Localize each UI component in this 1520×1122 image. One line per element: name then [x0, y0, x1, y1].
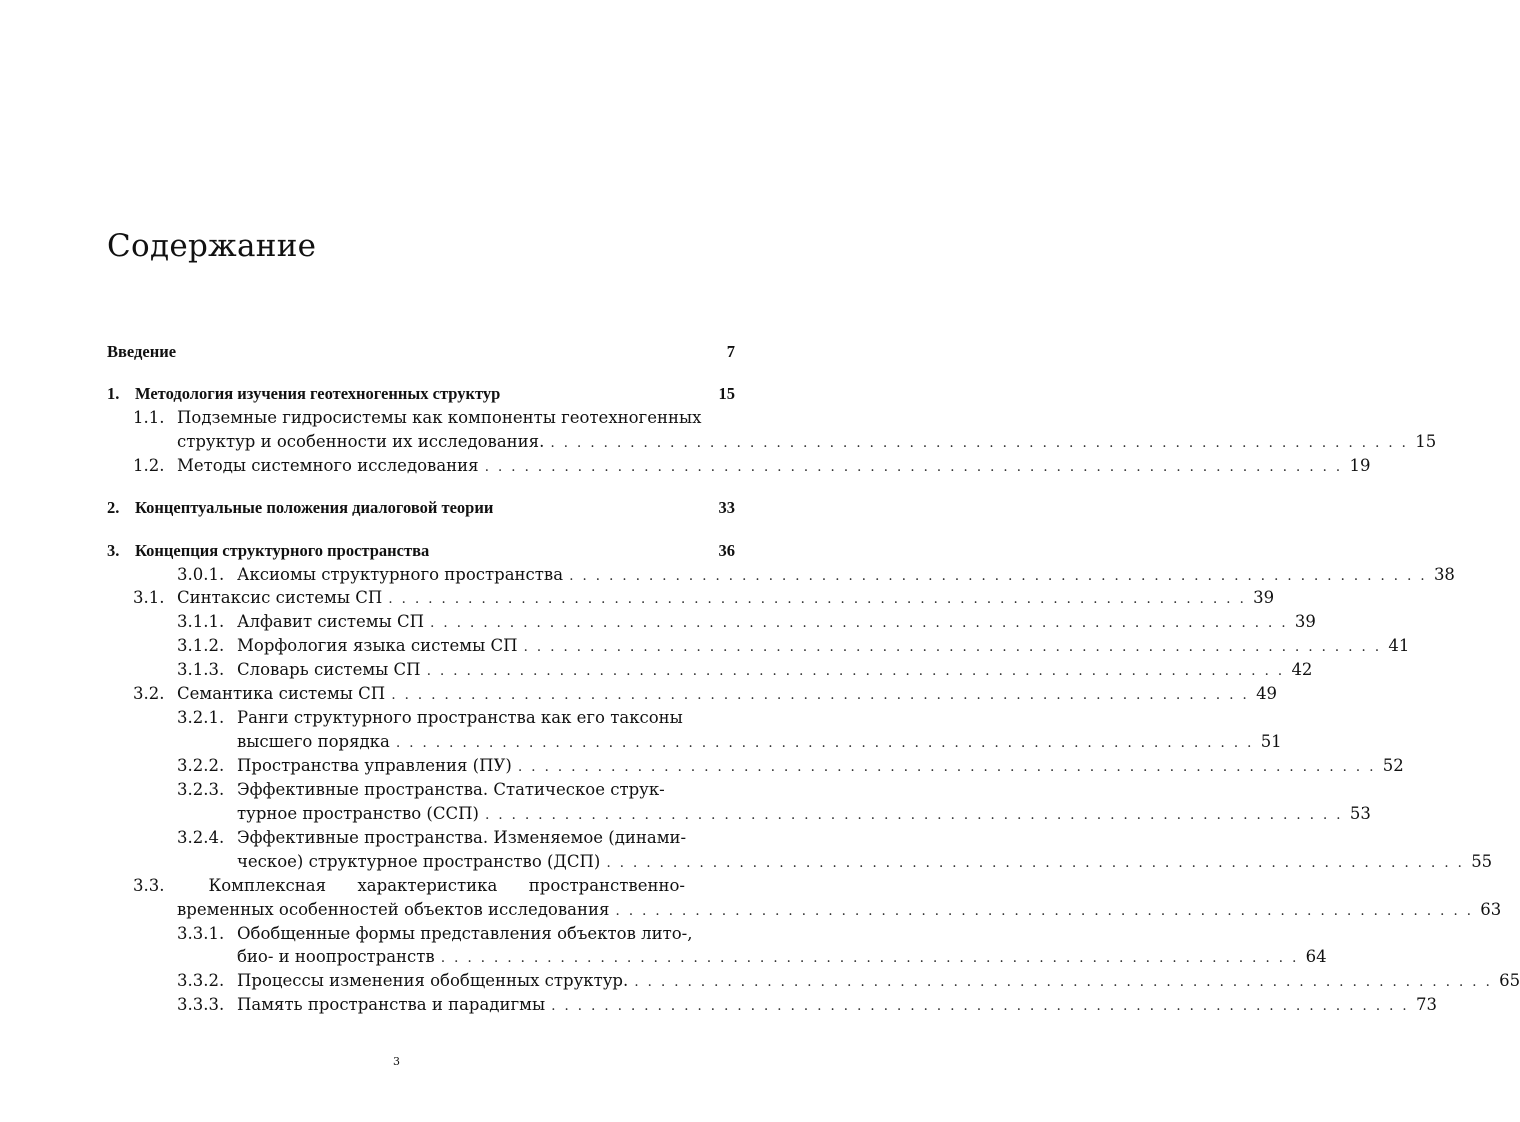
toc-entry-page: 51 [1260, 732, 1282, 751]
toc-entry-chapter-1[interactable] [107, 383, 735, 405]
toc-entry-page: 15 [718, 384, 735, 403]
toc-leader [615, 900, 1473, 922]
toc-entry-title: Ранги структурного пространства как его таксоны [237, 708, 683, 727]
toc-entry-number: 3.2.1. [177, 708, 225, 727]
toc-entry-page: 19 [1349, 456, 1371, 475]
toc-entry-3-3-1-line-1[interactable] [177, 923, 692, 945]
toc-entry-title: Пространства управления (ПУ) [237, 756, 512, 775]
toc-leader [430, 612, 1288, 634]
toc-entry-3-2-2[interactable] [177, 755, 1404, 778]
toc-entry-number: 3.1. [133, 588, 165, 607]
toc-entry-title: временных особенностей объектов исследования [177, 900, 610, 919]
toc-leader [396, 732, 1254, 754]
toc-leader [391, 684, 1249, 706]
toc-entry-number: 3.3.2. [177, 971, 225, 990]
toc-entry-number: 3.2.2. [177, 756, 225, 775]
toc-entry-3-3-3[interactable] [177, 994, 1437, 1017]
toc-entry-number: 3.1.2. [177, 636, 225, 655]
toc-entry-title: Методология изучения геотехногенных структур [135, 384, 501, 403]
toc-entry-3-2-3-line-2[interactable] [237, 803, 1371, 826]
toc-entry-3-2[interactable] [133, 683, 1278, 706]
toc-leader [441, 947, 1299, 969]
toc-entry-title: Словарь системы СП [237, 660, 421, 679]
toc-entry-3-0-1[interactable] [177, 564, 1455, 587]
toc-entry-3-1-3[interactable] [177, 659, 1313, 682]
toc-entry-number: 1. [107, 384, 120, 403]
toc-entry-title: Морфология языка системы СП [237, 636, 518, 655]
toc-entry-3-2-1-line-1[interactable] [177, 707, 683, 729]
toc-entry-title: высшего порядка [237, 732, 390, 751]
toc-leader [427, 660, 1285, 682]
toc-entry-chapter-3[interactable] [107, 540, 735, 562]
toc-entry-page: 63 [1480, 900, 1502, 919]
toc-entry-number: 2. [107, 498, 120, 517]
toc-entry-title: Эффективные пространства. Изменяемое (динами- [237, 828, 687, 847]
toc-entry-title: Алфавит системы СП [237, 612, 424, 631]
toc-leader [518, 756, 1376, 778]
toc-entry-number: 3. [107, 541, 120, 560]
toc-entry-3-2-4-line-1[interactable] [177, 827, 686, 849]
toc-entry-page: 53 [1349, 804, 1371, 823]
toc-leader [388, 588, 1246, 610]
toc-entry-page: 7 [726, 342, 735, 361]
toc-entry-number: 3.3. [133, 876, 165, 895]
page-title: Содержание [107, 228, 317, 264]
toc-entry-title: Обобщенные формы представления объектов лито-, [237, 924, 693, 943]
toc-entry-number: 3.3.3. [177, 995, 225, 1014]
toc-entry-3-3-1-line-2[interactable] [237, 946, 1327, 969]
toc-entry-number: 1.1. [133, 408, 165, 427]
toc-entry-page: 39 [1294, 612, 1316, 631]
toc-entry-page: 73 [1415, 995, 1437, 1014]
toc-leader [485, 456, 1343, 478]
toc-entry-number: 3.2.3. [177, 780, 225, 799]
toc-entry-3-2-3-line-1[interactable] [177, 779, 665, 801]
toc-entry-title: Процессы изменения обобщенных структур. [237, 971, 629, 990]
toc-entry-1-1-line-2[interactable] [177, 431, 1437, 454]
toc-entry-3-1-2[interactable] [177, 635, 1410, 658]
toc-entry-title: Аксиомы структурного пространства [237, 565, 564, 584]
toc-entry-page: 64 [1305, 947, 1327, 966]
toc-entry-number: 3.3.1. [177, 924, 225, 943]
toc-entry-number: 3.2.4. [177, 828, 225, 847]
toc-entry-title-word: характеристика [357, 876, 498, 895]
toc-entry-3-2-1-line-2[interactable] [237, 731, 1282, 754]
toc-entry-number: 3.2. [133, 684, 165, 703]
toc-entry-page: 65 [1499, 971, 1520, 990]
toc-entry-introduction[interactable] [107, 341, 735, 363]
toc-entry-title: турное пространство (ССП) [237, 804, 479, 823]
toc-entry-page: 52 [1382, 756, 1404, 775]
toc-entry-number: 1.2. [133, 456, 165, 475]
toc-leader [634, 971, 1492, 993]
toc-entry-page: 41 [1388, 636, 1410, 655]
toc-entry-title: структур и особенности их исследования. [177, 432, 545, 451]
toc-entry-title: Синтаксис системы СП [177, 588, 383, 607]
toc-entry-title: Методы системного исследования [177, 456, 479, 475]
page-number: 3 [393, 1055, 400, 1068]
toc-leader [550, 432, 1408, 454]
toc-entry-number: 3.1.3. [177, 660, 225, 679]
toc-entry-3-1[interactable] [133, 587, 1275, 610]
toc-leader [606, 852, 1464, 874]
toc-entry-1-2[interactable] [133, 455, 1371, 478]
toc-entry-title: ческое) структурное пространство (ДСП) [237, 852, 601, 871]
toc-entry-page: 15 [1415, 432, 1437, 451]
toc-entry-title: Семантика системы СП [177, 684, 386, 703]
toc-entry-title: био- и ноопространств [237, 947, 435, 966]
toc-entry-title: Концепция структурного пространства [135, 541, 430, 560]
toc-leader [569, 565, 1427, 587]
toc-entry-title: Эффективные пространства. Статическое струк- [237, 780, 665, 799]
toc-entry-page: 36 [718, 541, 735, 560]
toc-entry-3-3-line-2[interactable] [177, 899, 1502, 922]
toc-entry-page: 39 [1253, 588, 1275, 607]
toc-leader [523, 636, 1381, 658]
toc-entry-3-3-2[interactable] [177, 970, 1520, 993]
toc-entry-title: Память пространства и парадигмы [237, 995, 546, 1014]
toc-entry-title-word: Комплексная [208, 876, 327, 895]
toc-entry-page: 42 [1291, 660, 1313, 679]
toc-entry-page: 33 [718, 498, 735, 517]
toc-entry-3-3-line-1[interactable] [133, 875, 685, 897]
toc-entry-chapter-2[interactable] [107, 497, 735, 519]
toc-leader [551, 995, 1409, 1017]
toc-leader [485, 804, 1343, 826]
toc-entry-3-2-4-line-2[interactable] [237, 851, 1493, 874]
toc-entry-page: 49 [1256, 684, 1278, 703]
toc-entry-title: Введение [107, 342, 177, 361]
toc-entry-number: 3.0.1. [177, 565, 225, 584]
toc-entry-3-1-1[interactable] [177, 611, 1316, 634]
toc-entry-title-word: пространственно- [528, 876, 685, 895]
toc-entry-title: Концептуальные положения диалоговой теории [135, 498, 494, 517]
toc-entry-page: 55 [1471, 852, 1493, 871]
toc-entry-1-1-line-1[interactable] [133, 407, 701, 429]
toc-entry-page: 38 [1433, 565, 1455, 584]
toc-entry-title: Подземные гидросистемы как компоненты геотехногенных [177, 408, 702, 427]
toc-entry-number: 3.1.1. [177, 612, 225, 631]
